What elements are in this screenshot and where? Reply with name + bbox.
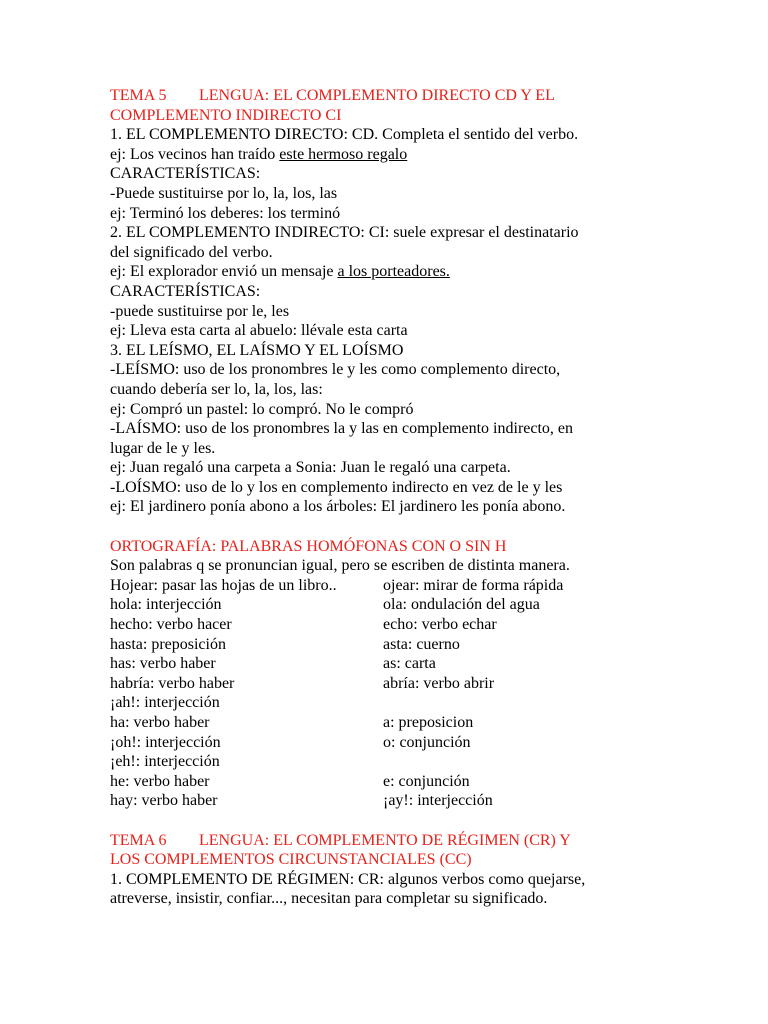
cd-characteristics-heading: CARACTERÍSTICAS: [110, 165, 261, 183]
homophone-row [110, 791, 650, 811]
homophone-h: ha: verbo haber [110, 714, 210, 731]
homophone-h: ¡oh!: interjección [110, 733, 221, 751]
ci-characteristic-1: -puede sustituirse por le, les [110, 302, 290, 320]
ci-heading-line1: 2. EL COMPLEMENTO INDIRECTO: CI: suele expresar el destinatario [110, 224, 579, 242]
tema6-title-line2: LOS COMPLEMENTOS CIRCUNSTANCIALES (CC) [110, 851, 472, 869]
laismo-def-line2: lugar de le y les. [110, 439, 216, 457]
cd-heading: 1. EL COMPLEMENTO DIRECTO: CD. Completa el sentido del verbo. [110, 126, 579, 144]
homophone-h: ¡eh!: interjección [110, 753, 220, 771]
cd-example [110, 145, 650, 165]
homophone-no-h: a: preposicion [383, 714, 474, 731]
loismo-def: -LOÍSMO: uso de lo y los en complemento indirecto en vez de le y les [110, 478, 563, 496]
document-page [110, 86, 650, 909]
homophone-row [110, 752, 650, 772]
homophone-h: hasta: preposición [110, 635, 226, 653]
homophone-h: habría: verbo haber [110, 674, 235, 692]
homophone-row [110, 674, 650, 694]
tema6-label: TEMA 6 [110, 831, 167, 849]
loismo-example: ej: El jardinero ponía abono a los árboles: El jardinero les ponía abono. [110, 498, 566, 516]
tema5-title-line1 [110, 86, 650, 106]
cr-heading-line2: atreverse, insistir, confiar..., necesitan para completar su significado. [110, 890, 548, 908]
homophone-h: he: verbo haber [110, 772, 210, 790]
homophone-h: hola: interjección [110, 596, 222, 614]
homophone-no-h: ojear: mirar de forma rápida [383, 576, 564, 594]
homophone-row [110, 733, 650, 753]
leismo-def-line2: cuando debería ser lo, la, los, las: [110, 380, 323, 398]
homophones-list [110, 576, 650, 811]
homophone-row [110, 654, 650, 674]
ci-example-text: ej: El explorador envió un mensaje [110, 263, 338, 281]
homophone-h: has: verbo haber [110, 655, 216, 673]
homophone-no-h: ¡ay!: interjección [383, 792, 493, 810]
cd-example-text: ej: Los vecinos han traído [110, 145, 280, 163]
leismo-example: ej: Compró un pastel: lo compró. No le compró [110, 400, 414, 418]
tema6-title-line1 [110, 831, 650, 851]
homophone-h: Hojear: pasar las hojas de un libro.. [110, 576, 337, 594]
homophone-no-h: abría: verbo abrir [383, 674, 495, 692]
homophone-no-h: asta: cuerno [383, 635, 460, 653]
homophone-row [110, 615, 650, 635]
cd-characteristic-1-example: ej: Terminó los deberes: los terminó [110, 204, 341, 222]
leismo-def-line1: -LEÍSMO: uso de los pronombres le y les como complemento directo, [110, 361, 561, 379]
cr-heading-line1: 1. COMPLEMENTO DE RÉGIMEN: CR: algunos verbos como quejarse, [110, 870, 586, 888]
cd-example-underlined: este hermoso regalo [279, 145, 408, 163]
laismo-def-line1: -LAÍSMO: uso de los pronombres la y las en complemento indirecto, en [110, 420, 574, 438]
homophone-h: hay: verbo haber [110, 792, 218, 810]
tema5-title-line2: COMPLEMENTO INDIRECTO CI [110, 106, 342, 124]
homophone-row [110, 595, 650, 615]
ci-example-underlined: a los porteadores. [337, 263, 450, 281]
homophone-row [110, 635, 650, 655]
leismo-heading: 3. EL LEÍSMO, EL LAÍSMO Y EL LOÍSMO [110, 341, 404, 359]
laismo-example: ej: Juan regaló una carpeta a Sonia: Juan le regaló una carpeta. [110, 459, 511, 477]
homophone-no-h: echo: verbo echar [383, 616, 497, 634]
homophone-no-h: e: conjunción [383, 772, 470, 790]
ci-example [110, 262, 650, 282]
homophone-no-h: ola: ondulación del agua [383, 596, 540, 614]
cd-characteristic-1: -Puede sustituirse por lo, la, los, las [110, 184, 338, 202]
tema6-title-part1: LENGUA: EL COMPLEMENTO DE RÉGIMEN (CR) Y [199, 831, 571, 849]
spacer [110, 517, 650, 537]
homophone-row [110, 576, 650, 596]
ci-characteristics-heading: CARACTERÍSTICAS: [110, 282, 261, 300]
homophone-row [110, 713, 650, 733]
homophone-row [110, 693, 650, 713]
homophone-no-h: as: carta [383, 655, 436, 673]
spacer [110, 811, 650, 831]
tema5-label: TEMA 5 [110, 87, 167, 104]
ci-characteristic-1-example: ej: Lleva esta carta al abuelo: llévale esta carta [110, 322, 408, 340]
tema5-title-part1: LENGUA: EL COMPLEMENTO DIRECTO CD Y EL [199, 87, 555, 104]
homophone-h: hecho: verbo hacer [110, 616, 232, 634]
ortografia-title: ORTOGRAFÍA: PALABRAS HOMÓFONAS CON O SIN H [110, 537, 507, 555]
homophone-h: ¡ah!: interjección [110, 694, 220, 712]
ci-heading-line2: del significado del verbo. [110, 243, 273, 261]
homophone-row [110, 772, 650, 792]
homophone-no-h: o: conjunción [383, 733, 471, 751]
ortografia-intro: Son palabras q se pronuncian igual, pero se escriben de distinta manera. [110, 557, 570, 575]
